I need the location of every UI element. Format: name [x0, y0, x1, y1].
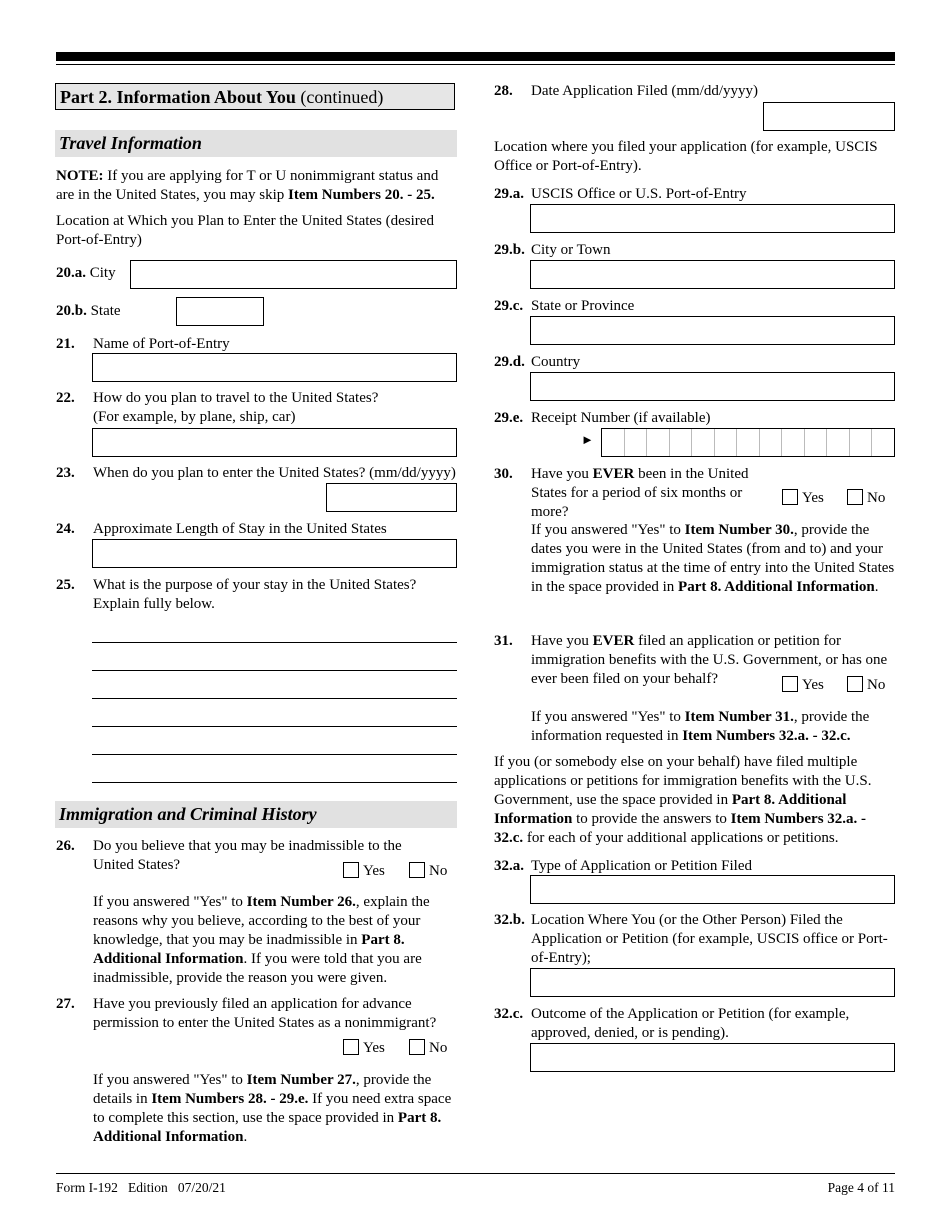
- q26-number: 26.: [56, 838, 75, 854]
- q30-instr-2: , provide the dates you were in the United States (from and to) and your immigration status at the time of entry into the United States in the space provided in: [531, 522, 895, 595]
- multi-text-3: for each of your additional applications or petitions.: [523, 830, 839, 846]
- q26-no-label: No: [429, 863, 448, 879]
- footer-form-id: Form I-192 Edition 07/20/21: [56, 1180, 226, 1195]
- q26-label-1: Do you believe that you may be inadmissible to the: [93, 838, 402, 854]
- q31-yes-checkbox[interactable]: [782, 676, 798, 692]
- q26-no-option[interactable]: [409, 862, 447, 881]
- section-immigration-title: Immigration and Criminal History: [55, 801, 457, 828]
- length-of-stay-field[interactable]: [92, 539, 457, 568]
- top-rule-thick: [56, 52, 895, 61]
- q32b-label: Location Where You (or the Other Person) Filed the Application or Petition (for example, USCIS office or Port-of-Entry);: [531, 912, 888, 966]
- q30-instr-bold-2: Part 8. Additional Information: [678, 579, 875, 595]
- purpose-line-1[interactable]: [92, 642, 457, 643]
- q26-yes-checkbox[interactable]: [343, 862, 359, 878]
- q26-instr-2: , explain the reasons why you believe, according to the best of your knowledge, that you may be inadmissible in: [93, 894, 430, 948]
- purpose-line-2[interactable]: [92, 670, 457, 671]
- note-label: NOTE:: [56, 168, 104, 184]
- q28-label: Date Application Filed (mm/dd/yyyy): [531, 83, 759, 99]
- q20b-label: State: [90, 303, 121, 319]
- q27-yes-checkbox[interactable]: [343, 1039, 359, 1055]
- q32a-number: 32.a.: [494, 858, 524, 874]
- application-type-field[interactable]: [530, 875, 895, 904]
- q27-instr-4: .: [243, 1129, 248, 1145]
- q30-yes-label: Yes: [802, 490, 824, 506]
- q30-ever: EVER: [592, 466, 635, 482]
- q26-instr-bold-2: Part 8. Additional Information: [93, 932, 405, 967]
- q26-instr-3: . If you were told that you are inadmissible, provide the reason you were given.: [93, 951, 422, 986]
- q23-label: When do you plan to enter the United States? (mm/dd/yyyy): [93, 465, 456, 481]
- q29b-number: 29.b.: [494, 242, 525, 258]
- q24-number: 24.: [56, 521, 75, 537]
- q30-no-option[interactable]: [847, 489, 885, 508]
- entry-date-field[interactable]: [326, 483, 457, 512]
- q29d-label: Country: [531, 354, 581, 370]
- filing-location-field[interactable]: [530, 968, 895, 997]
- q31-yes-option[interactable]: [782, 676, 824, 695]
- q26-instr-bold-1: Item Number 26.: [246, 894, 356, 910]
- travel-method-field[interactable]: [92, 428, 457, 457]
- q26-yes-option[interactable]: [343, 862, 385, 881]
- part-header-bold: Part 2. Information About You: [60, 87, 296, 107]
- top-rule-thin: [56, 64, 895, 65]
- q31-instr-2: , provide the information requested in: [531, 709, 870, 744]
- receipt-number-field[interactable]: [601, 428, 895, 457]
- uscis-office-field[interactable]: [530, 204, 895, 233]
- q20a-label: City: [89, 265, 116, 281]
- q32a-label: Type of Application or Petition Filed: [531, 858, 753, 874]
- footer-page-number: Page 4 of 11: [827, 1180, 895, 1195]
- filed-location-intro: Location where you filed your application (for example, USCIS Office or Port-of-Entry).: [494, 139, 878, 174]
- date-filed-field[interactable]: [763, 102, 895, 131]
- q31-ever: EVER: [592, 633, 635, 649]
- q31-no-label: No: [867, 677, 886, 693]
- section-travel-title: Travel Information: [55, 130, 457, 157]
- q27-yes-label: Yes: [363, 1040, 385, 1056]
- q31-question: [531, 632, 897, 689]
- state-or-province-field[interactable]: [530, 316, 895, 345]
- q27-no-checkbox[interactable]: [409, 1039, 425, 1055]
- q26-yes-label: Yes: [363, 863, 385, 879]
- q31-question-2: filed an application or petition for immigration benefits with the U.S. Government, or has one ever been filed on your behalf?: [531, 633, 888, 687]
- q27-instructions: [93, 1071, 459, 1147]
- purpose-line-4[interactable]: [92, 726, 457, 727]
- q30-no-label: No: [867, 490, 886, 506]
- q31-no-option[interactable]: [847, 676, 885, 695]
- q31-instr-bold-1: Item Number 31.: [684, 709, 794, 725]
- q28-number: 28.: [494, 83, 513, 99]
- purpose-line-3[interactable]: [92, 698, 457, 699]
- q27-instr-2: , provide the details in: [93, 1072, 432, 1107]
- q27-instr-bold-2: Item Numbers 28. - 29.e.: [151, 1091, 309, 1107]
- q31-question-1: Have you: [531, 633, 593, 649]
- outcome-field[interactable]: [530, 1043, 895, 1072]
- note-text: If you are applying for T or U nonimmigrant status and are in the United States, you may skip: [56, 168, 439, 203]
- q30-instructions: [531, 521, 897, 597]
- q31-instr-1: If you answered "Yes" to: [531, 709, 685, 725]
- q20b-number: 20.b.: [56, 303, 87, 319]
- q26-instr-1: If you answered "Yes" to: [93, 894, 247, 910]
- q30-question: [531, 465, 771, 522]
- q32c-label: Outcome of the Application or Petition (for example, approved, denied, or is pending).: [531, 1006, 850, 1041]
- q20a-number: 20.a.: [56, 265, 86, 281]
- q29d-number: 29.d.: [494, 354, 525, 370]
- q27-instr-bold-3: Part 8. Additional Information: [93, 1110, 442, 1145]
- q29e-label: Receipt Number (if available): [531, 410, 711, 426]
- travel-note: [56, 167, 460, 205]
- q31-number: 31.: [494, 633, 513, 649]
- q30-yes-checkbox[interactable]: [782, 489, 798, 505]
- port-of-entry-field[interactable]: [92, 353, 457, 382]
- q32b-number: 32.b.: [494, 912, 525, 928]
- q30-instr-bold-1: Item Number 30.: [684, 522, 794, 538]
- q31-instructions: [531, 708, 897, 746]
- q31-yes-label: Yes: [802, 677, 824, 693]
- q31-no-checkbox[interactable]: [847, 676, 863, 692]
- q30-question-1: Have you: [531, 466, 593, 482]
- multiple-applications-note: [494, 753, 898, 848]
- q27-instr-3: If you need extra space to complete this section, use the space provided in: [93, 1091, 452, 1126]
- q27-number: 27.: [56, 996, 75, 1012]
- q20b-label-row: [56, 302, 121, 321]
- q22-label-2: (For example, by plane, ship, car): [93, 409, 296, 425]
- location-intro: Location at Which you Plan to Enter the United States (desired Port-of-Entry): [56, 213, 434, 248]
- q26-label-2: United States?: [93, 857, 181, 873]
- note-items: Item Numbers 20. - 25.: [288, 187, 435, 203]
- part-header: [55, 83, 455, 110]
- q30-no-checkbox[interactable]: [847, 489, 863, 505]
- q29c-number: 29.c.: [494, 298, 524, 314]
- q24-label: Approximate Length of Stay in the United States: [93, 521, 387, 537]
- multi-bold-1: Part 8. Additional Information: [494, 792, 847, 827]
- q26-instructions: [93, 893, 459, 988]
- footer-rule: [56, 1173, 895, 1174]
- q29c-label: State or Province: [531, 298, 635, 314]
- q30-instr-1: If you answered "Yes" to: [531, 522, 685, 538]
- q30-question-2: been in the United States for a period of six months or more?: [531, 466, 749, 520]
- q22-label-1: How do you plan to travel to the United States?: [93, 390, 379, 406]
- state-field[interactable]: [176, 297, 264, 326]
- country-field[interactable]: [530, 372, 895, 401]
- q29a-label: USCIS Office or U.S. Port-of-Entry: [531, 186, 747, 202]
- multi-text-2: to provide the answers to: [572, 811, 731, 827]
- q30-instr-3: .: [874, 579, 879, 595]
- q31-instr-bold-2: Item Numbers 32.a. - 32.c.: [682, 728, 851, 744]
- q29a-number: 29.a.: [494, 186, 524, 202]
- q20a-label-row: [56, 264, 116, 283]
- purpose-line-6[interactable]: [92, 782, 457, 783]
- multi-bold-2: Item Numbers 32.a. - 32.c.: [494, 811, 867, 846]
- q30-yes-option[interactable]: [782, 489, 824, 508]
- q21-label: Name of Port-of-Entry: [93, 336, 230, 352]
- q27-yes-option[interactable]: [343, 1039, 385, 1058]
- q26-no-checkbox[interactable]: [409, 862, 425, 878]
- city-field[interactable]: [130, 260, 457, 289]
- q25-number: 25.: [56, 577, 75, 593]
- q25-label-1: What is the purpose of your stay in the United States?: [93, 577, 417, 593]
- q32c-number: 32.c.: [494, 1006, 524, 1022]
- q22-number: 22.: [56, 390, 75, 406]
- q27-instr-bold-1: Item Number 27.: [246, 1072, 356, 1088]
- city-or-town-field[interactable]: [530, 260, 895, 289]
- q27-no-option[interactable]: [409, 1039, 447, 1058]
- q25-label-2: Explain fully below.: [93, 596, 215, 612]
- q27-instr-1: If you answered "Yes" to: [93, 1072, 247, 1088]
- multi-text-1: If you (or somebody else on your behalf) have filed multiple applications or petitions for immigration benefits with the U.S. Government, use the space provided in: [494, 754, 872, 808]
- part-header-rest: (continued): [295, 87, 384, 107]
- q29e-number: 29.e.: [494, 410, 524, 426]
- q30-number: 30.: [494, 466, 513, 482]
- q27-label: Have you previously filed an application for advance permission to enter the United States as a nonimmigrant?: [93, 996, 437, 1031]
- q23-number: 23.: [56, 465, 75, 481]
- purpose-line-5[interactable]: [92, 754, 457, 755]
- q29b-label: City or Town: [531, 242, 611, 258]
- receipt-arrow-icon: ►: [581, 432, 594, 447]
- q21-number: 21.: [56, 336, 75, 352]
- q27-no-label: No: [429, 1040, 448, 1056]
